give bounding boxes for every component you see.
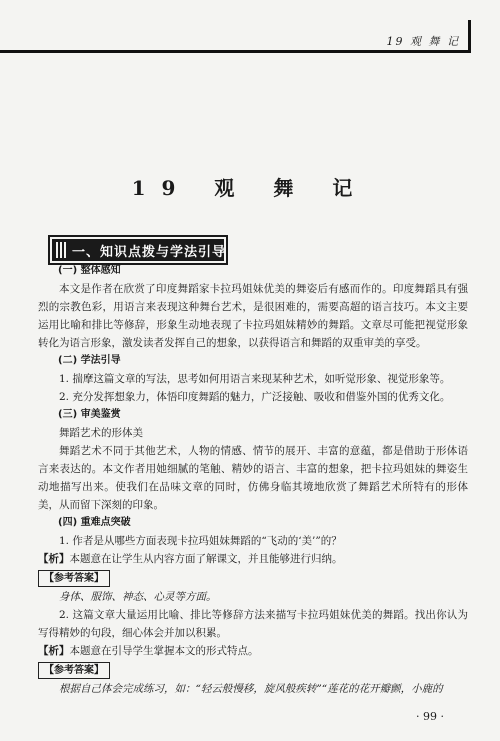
reference-answer-label: 【参考答案】 — [38, 570, 110, 587]
analysis-label: 【析】 — [38, 553, 70, 565]
analysis-text: 本题意在让学生从内容方面了解课文，并且能够进行归纳。 — [69, 553, 343, 565]
banner-decoration — [56, 242, 66, 258]
method-item-2: 2. 充分发挥想象力，体悟印度舞蹈的魅力，广泛接触、吸收和借鉴外国的优秀文化。 — [59, 391, 451, 403]
subheading-appreciation: (三) 审美鉴赏 — [58, 409, 121, 420]
analysis-label: 【析】 — [38, 645, 70, 657]
paragraph-appreciation: 舞蹈艺术不同于其他艺术，人物的情感、情节的展开、丰富的意蕴，都是借助于形体语言来表达的。本文作者用她细腻的笔触、精妙的语言、丰富的想象，把卡拉玛姐妹的舞姿生动地描写出来。使我们在品味文章的同时，仿佛身临其境地欣赏了舞蹈艺术所特有的形体美，从而留下深刻的印象。 — [38, 445, 468, 511]
analysis-text: 本题意在引导学生掌握本文的形式特点。 — [69, 645, 259, 657]
header-rule — [0, 50, 470, 53]
question-2: 2. 这篇文章大量运用比喻、排比等修辞方法来描写卡拉玛姐妹优美的舞蹈。找出你认为写得精妙的句段，细心体会并加以积累。 — [38, 609, 468, 639]
header-rule-vertical — [468, 20, 471, 53]
subheading-overall: (一) 整体感知 — [58, 265, 121, 276]
page-body — [38, 262, 468, 698]
reference-answer-label: 【参考答案】 — [38, 662, 110, 679]
subheading-keypoints: (四) 重难点突破 — [58, 517, 131, 528]
subheading-method: (二) 学法引导 — [58, 355, 121, 366]
answer-2: 根据自己体会完成练习，如：“轻云般慢移，旋风般疾转”“莲花的花开瓣颤，小鹿的 — [59, 683, 443, 695]
chapter-title: 19 观 舞 记 — [131, 176, 369, 200]
analysis-1 — [38, 550, 468, 568]
running-head: 19 观 舞 记 — [386, 35, 460, 48]
analysis-2 — [38, 642, 468, 660]
answer-1: 身体、服饰、神态、心灵等方面。 — [59, 591, 217, 603]
question-1: 1. 作者是从哪些方面表现卡拉玛姐妹舞蹈的“飞动的‘美’”的？ — [59, 535, 342, 547]
section-banner-title: 一、知识点拨与学法引导 — [72, 244, 227, 260]
page-number: · 99 · — [416, 710, 444, 723]
method-item-1: 1. 揣摩这篇文章的写法，思考如何用语言来现某种艺术，如听觉形象、视觉形象等。 — [59, 373, 451, 385]
paragraph-overview: 本文是作者在欣赏了印度舞蹈家卡拉玛姐妹优美的舞姿后有感而作的。印度舞蹈具有强烈的宗教色彩，用语言来表现这种舞台艺术，是很困难的，需要高超的语言技巧。本文主要运用比喻和排比等修辞，形象生动地表现了卡拉玛姐妹精妙的舞蹈。文章尽可能把视觉形象转化为语言形象，激发读者发挥自己的想象，以获得语言和舞蹈的双重审美的享受。 — [38, 283, 468, 349]
appreciation-topic: 舞蹈艺术的形体美 — [59, 427, 143, 439]
section-banner — [48, 235, 228, 265]
